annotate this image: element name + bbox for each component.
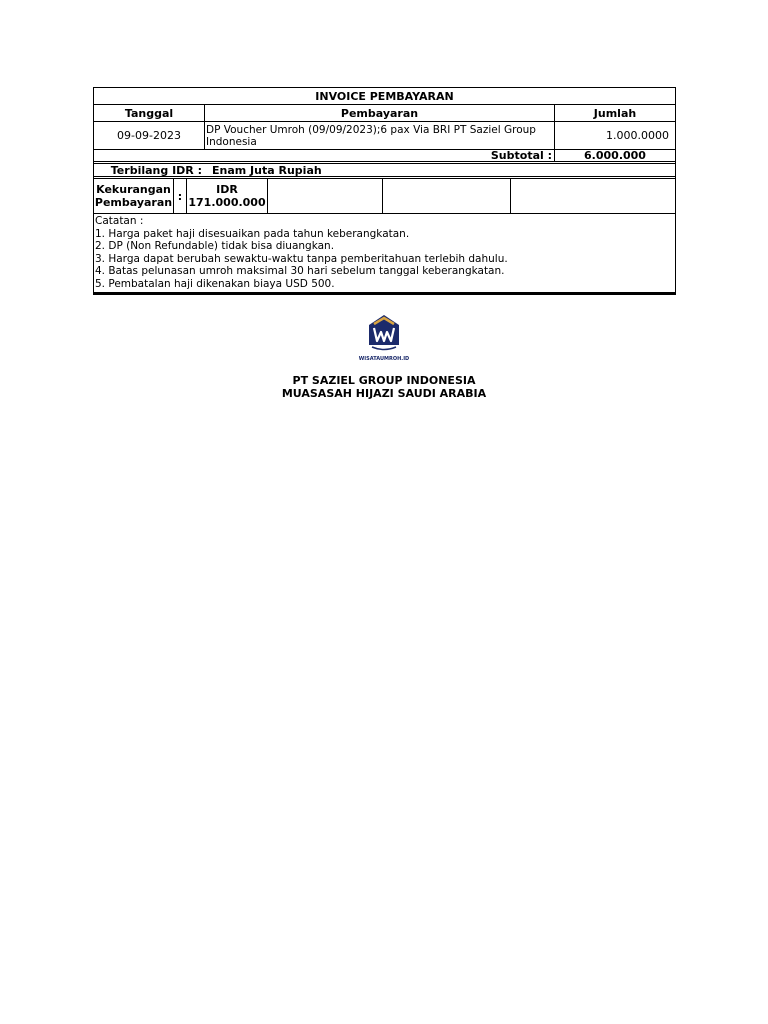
table-row: [94, 122, 675, 150]
kekurangan-amount: [187, 179, 268, 213]
invoice-table: [93, 87, 676, 295]
company-line2: MUASASAH HIJAZI SAUDI ARABIA: [281, 387, 487, 400]
header-row: [94, 105, 675, 122]
empty-cell: [511, 179, 674, 213]
note-item: 4. Batas pelunasan umroh maksimal 30 hari sebelum tanggal keberangkatan.: [95, 265, 505, 278]
row-pembayaran-line1: DP Voucher Umroh (09/09/2023);6 pax Via BRI PT Saziel Group: [206, 123, 536, 136]
header-jumlah: Jumlah: [593, 106, 637, 120]
kekurangan-value: 171.000.000: [188, 196, 266, 209]
note-item: 1. Harga paket haji disesuaikan pada tahun keberangkatan.: [95, 227, 410, 240]
company-line1: PT SAZIEL GROUP INDONESIA: [292, 374, 476, 387]
row-tanggal: 09-09-2023: [94, 122, 205, 149]
empty-cell: [268, 179, 383, 213]
note-item: 2. DP (Non Refundable) tidak bisa diuangkan.: [95, 240, 335, 253]
header-pembayaran: Pembayaran: [205, 105, 555, 121]
kekurangan-label-line2: Pembayaran: [94, 196, 173, 209]
row-pembayaran: [205, 122, 555, 149]
kekurangan-currency: IDR: [216, 183, 238, 196]
subtotal-label: Subtotal :: [94, 150, 555, 161]
terbilang-row: [94, 164, 675, 179]
invoice-title: INVOICE PEMBAYARAN: [94, 88, 675, 105]
note-item: 3. Harga dapat berubah sewaktu-waktu tanpa pemberitahuan terlebih dahulu.: [95, 252, 508, 265]
subtotal-row: [94, 150, 675, 164]
kekurangan-row: [94, 179, 675, 214]
kekurangan-colon: :: [174, 179, 187, 213]
kekurangan-label: [94, 179, 174, 213]
footer: [0, 311, 768, 400]
wisata-umroh-logo-icon: [366, 311, 402, 353]
subtotal-value: 6.000.000: [584, 149, 646, 162]
company-logo: [359, 311, 409, 362]
kekurangan-label-line1: Kekurangan: [96, 183, 171, 196]
header-tanggal: Tanggal: [94, 105, 205, 121]
notes-heading: Catatan :: [95, 215, 144, 227]
row-pembayaran-line2: Indonesia: [206, 135, 257, 148]
logo-text: WISATAUMROH.ID: [358, 356, 410, 362]
company-name: [0, 374, 768, 400]
terbilang-value: Enam Juta Rupiah: [212, 163, 322, 177]
note-item: 5. Pembatalan haji dikenakan biaya USD 500.: [95, 277, 335, 290]
empty-cell: [383, 179, 511, 213]
notes-section: [94, 214, 675, 294]
row-jumlah: 1.000.0000: [606, 129, 669, 142]
terbilang-label: Terbilang IDR :: [110, 163, 202, 177]
